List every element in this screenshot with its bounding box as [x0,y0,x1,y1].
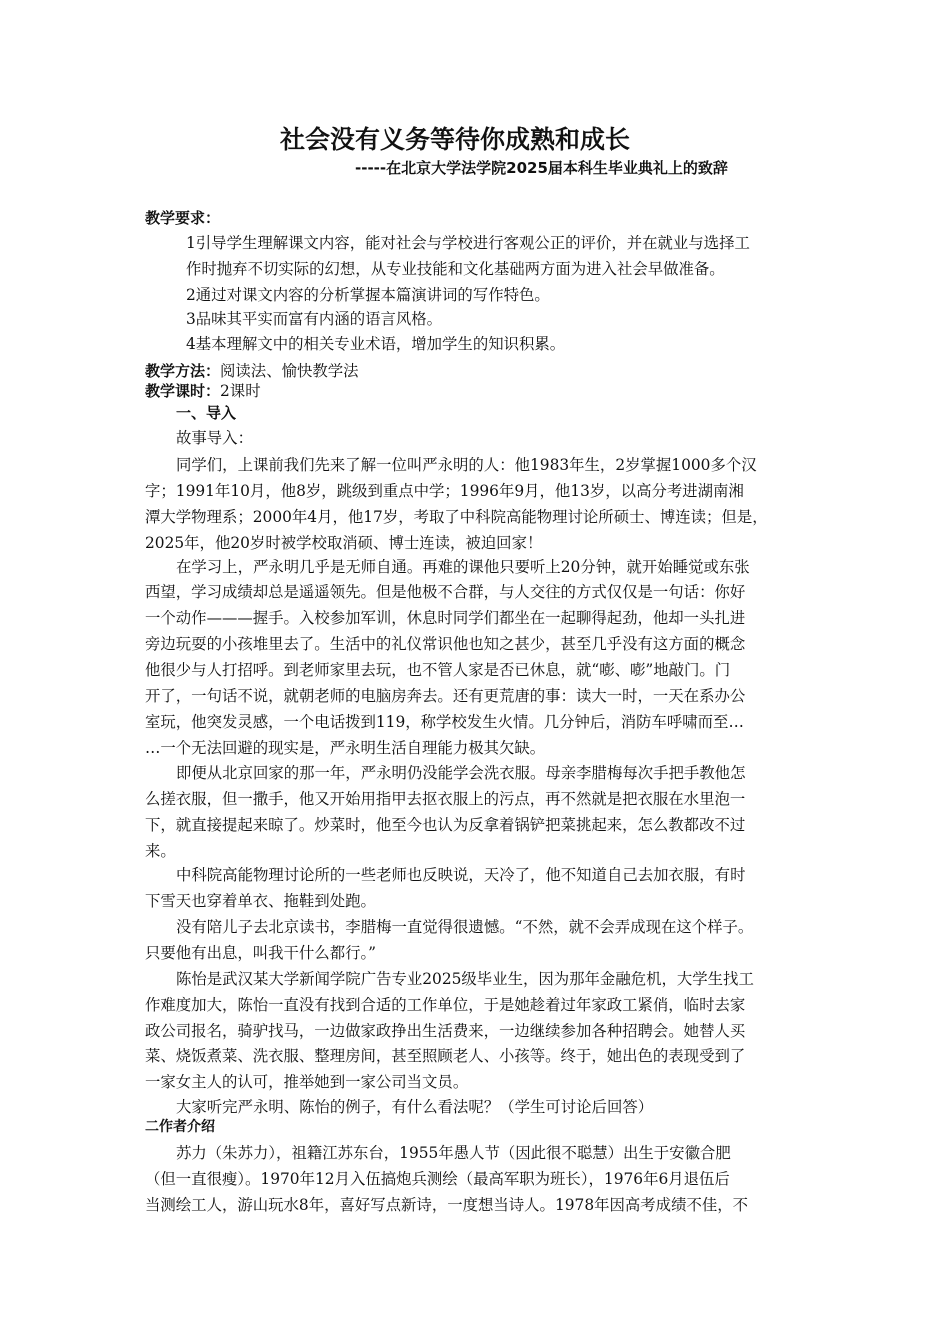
paragraph-line: 只要他有出息，叫我干什么都行。” [145,944,377,962]
teaching-method [145,359,359,381]
requirement-item: 作时抛弃不切实际的幻想，从专业技能和文化基础两方面为进入社会早做准备。 [186,260,725,278]
paragraph-line: 潭大学物理系；2000年4月，他17岁，考取了中科院高能物理讨论所硕士、博连读；但是， [145,508,768,526]
paragraph-line: 大家听完严永明、陈怡的例子，有什么看法呢？（学生可讨论后回答） [176,1098,654,1116]
hours-value: 2课时 [220,382,261,400]
section-heading: 一、导入 [176,404,237,422]
paragraph-line: 么搓衣服，但一撒手，他又开始用指甲去抠衣服上的污点，再不然就是把衣服在水里泡一 [145,790,746,808]
paragraph-line: 同学们，上课前我们先来了解一位叫严永明的人：他1983年生，2岁掌握1000多个汉 [176,456,757,474]
paragraph-line: 西望，学习成绩却总是遥遥领先。但是他极不合群，与人交往的方式仅仅是一句话：你好 [145,583,746,601]
paragraph-line: 旁边玩耍的小孩堆里去了。生活中的礼仪常识他也知之甚少，甚至几乎没有这方面的概念 [145,635,746,653]
paragraph-line: 没有陪儿子去北京读书，李腊梅一直觉得很遗憾。“不然，就不会弄成现在这个样子。 [176,918,754,936]
paragraph-line: 陈怡是武汉某大学新闻学院广告专业2025级毕业生，因为那年金融危机，大学生找工 [176,970,754,988]
paragraph-line: …一个无法回避的现实是，严永明生活自理能力极其欠缺。 [145,739,546,757]
requirement-item: 4基本理解文中的相关专业术语，增加学生的知识积累。 [186,335,566,353]
paragraph-line: 开了，一句话不说，就朝老师的电脑房奔去。还有更荒唐的事：读大一时，一天在系办公 [145,687,746,705]
story-intro: 故事导入： [176,429,253,447]
paragraph-line: 苏力（朱苏力），祖籍江苏东台，1955年愚人节（因此很不聪慧）出生于安徽合肥 [176,1144,731,1162]
paragraph-line: 一家女主人的认可，推举她到一家公司当文员。 [145,1073,469,1091]
requirement-item: 1引导学生理解课文内容，能对社会与学校进行客观公正的评价，并在就业与选择工 [186,234,750,252]
teaching-hours [145,379,261,401]
paragraph-line: 政公司报名，骑驴找马，一边做家政挣出生活费来，一边继续参加各种招聘会。她替人买 [145,1022,746,1040]
requirements-label: 教学要求： [145,209,221,227]
paragraph-line: （但一直很瘦）。1970年12月入伍搞炮兵测绘（最高军职为班长），1976年6月退伍后 [145,1170,730,1188]
section-heading: 二作者介绍 [145,1119,215,1135]
hours-label: 教学课时： [145,382,221,400]
paragraph-line: 在学习上，严永明几乎是无师自通。再难的课他只要听上20分钟，就开始睡觉或东张 [176,558,750,576]
paragraph-line: 一个动作———握手。入校参加军训，休息时同学们都坐在一起聊得起劲，他却一头扎进 [145,609,746,627]
paragraph-line: 当测绘工人，游山玩水8年，喜好写点新诗，一度想当诗人。1978年因高考成绩不佳，不 [145,1196,749,1214]
requirement-item: 3品味其平实而富有内涵的语言风格。 [186,310,443,328]
paragraph-line: 下雪天也穿着单衣、拖鞋到处跑。 [145,892,376,910]
paragraph-line: 菜、烧饭煮菜、洗衣服、整理房间，甚至照顾老人、小孩等。终于，她出色的表现受到了 [145,1047,746,1065]
method-value: 阅读法、愉快教学法 [220,362,359,380]
requirement-item: 2通过对课文内容的分析掌握本篇演讲词的写作特色。 [186,286,550,304]
paragraph-line: 即便从北京回家的那一年，严永明仍没能学会洗衣服。母亲李腊梅每次手把手教他怎 [176,764,746,782]
document-subtitle: -----在北京大学法学院2025届本科生毕业典礼上的致辞 [355,159,728,177]
paragraph-line: 他很少与人打招呼。到老师家里去玩，也不管人家是否已休息，就“嘭、嘭”地敲门。门 [145,661,731,679]
paragraph-line: 室玩，他突发灵感，一个电话拨到119，称学校发生火情。几分钟后，消防车呼啸而至… [145,713,744,731]
paragraph-line: 中科院高能物理讨论所的一些老师也反映说，天冷了，他不知道自己去加衣服，有时 [176,866,746,884]
paragraph-line: 作难度加大，陈怡一直没有找到合适的工作单位，于是她趁着过年家政工紧俏，临时去家 [145,996,746,1014]
document-title: 社会没有义务等待你成熟和成长 [279,125,630,154]
paragraph-line: 来。 [145,842,176,860]
paragraph-line: 2025年，他20岁时被学校取消硕、博士连读，被迫回家！ [145,534,543,552]
paragraph-line: 下，就直接提起来晾了。炒菜时，他至今也认为反拿着锅铲把菜挑起来，怎么教都改不过 [145,816,746,834]
method-label: 教学方法： [145,362,221,380]
paragraph-line: 字；1991年10月，他8岁，跳级到重点中学；1996年9月，他13岁，以高分考进湖南湘 [145,482,744,500]
